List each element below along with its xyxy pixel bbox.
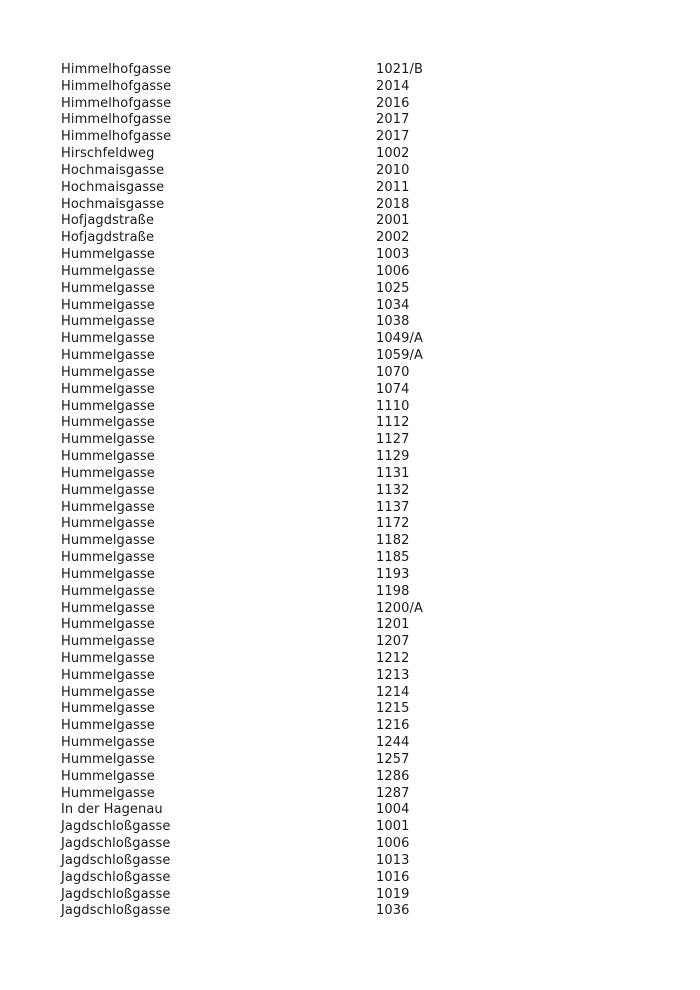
street-number: 1286 [376, 768, 410, 784]
list-row [61, 197, 661, 214]
list-row [61, 415, 661, 432]
list-row [61, 550, 661, 567]
list-row [61, 668, 661, 685]
list-row [61, 180, 661, 197]
list-row [61, 213, 661, 230]
street-name: Hummelgasse [61, 398, 155, 414]
street-number: 2001 [376, 213, 410, 229]
street-name: Himmelhofgasse [61, 95, 172, 111]
street-number: 1019 [376, 886, 410, 902]
list-row [61, 62, 661, 79]
list-row [61, 449, 661, 466]
street-number: 1132 [376, 482, 410, 498]
list-row [61, 685, 661, 702]
street-name: Hummelgasse [61, 314, 155, 330]
street-name: Hummelgasse [61, 263, 155, 279]
street-number: 2002 [376, 230, 410, 246]
list-row [61, 264, 661, 281]
street-name: Jagdschloßgasse [61, 819, 171, 835]
street-number: 1137 [376, 499, 410, 515]
street-name: Hochmaisgasse [61, 196, 165, 212]
street-name: Hummelgasse [61, 566, 155, 582]
list-row [61, 129, 661, 146]
street-name: Hummelgasse [61, 415, 155, 431]
list-row [61, 230, 661, 247]
street-name: Jagdschloßgasse [61, 836, 171, 852]
list-row [61, 567, 661, 584]
street-name: Hochmaisgasse [61, 179, 165, 195]
street-name: Hummelgasse [61, 684, 155, 700]
street-name: Hummelgasse [61, 600, 155, 616]
street-number: 2017 [376, 129, 410, 145]
street-number: 1214 [376, 684, 410, 700]
street-name: Hummelgasse [61, 348, 155, 364]
list-row [61, 331, 661, 348]
street-name: Hummelgasse [61, 751, 155, 767]
list-row [61, 348, 661, 365]
street-name: Hummelgasse [61, 499, 155, 515]
street-number: 1003 [376, 247, 410, 263]
street-name: Hummelgasse [61, 297, 155, 313]
street-number: 1049/A [376, 331, 423, 347]
street-number: 1182 [376, 533, 410, 549]
list-row [61, 819, 661, 836]
list-row [61, 79, 661, 96]
street-number: 1129 [376, 449, 410, 465]
street-name: Jagdschloßgasse [61, 903, 171, 919]
street-number: 1021/B [376, 62, 423, 77]
street-name: Hummelgasse [61, 617, 155, 633]
street-number: 1127 [376, 432, 410, 448]
list-row [61, 533, 661, 550]
list-row [61, 466, 661, 483]
street-number: 2014 [376, 78, 410, 94]
street-number: 1013 [376, 852, 410, 868]
list-row [61, 701, 661, 718]
list-row [61, 651, 661, 668]
list-row [61, 853, 661, 870]
street-name: Jagdschloßgasse [61, 869, 171, 885]
street-number: 1006 [376, 263, 410, 279]
street-number: 1016 [376, 869, 410, 885]
street-number: 1002 [376, 146, 410, 162]
list-row [61, 634, 661, 651]
street-name: Hummelgasse [61, 381, 155, 397]
street-number: 1110 [376, 398, 410, 414]
street-number: 1244 [376, 735, 410, 751]
list-row [61, 887, 661, 904]
list-row [61, 365, 661, 382]
street-name: Hummelgasse [61, 650, 155, 666]
list-row [61, 601, 661, 618]
list-row [61, 298, 661, 315]
street-number: 1287 [376, 785, 410, 801]
street-number: 1200/A [376, 600, 423, 616]
street-name: Hummelgasse [61, 533, 155, 549]
list-row [61, 432, 661, 449]
street-name: Hummelgasse [61, 465, 155, 481]
street-number: 1215 [376, 701, 410, 717]
street-number: 1198 [376, 583, 410, 599]
street-name: Hummelgasse [61, 331, 155, 347]
street-number: 1207 [376, 634, 410, 650]
street-number: 1034 [376, 297, 410, 313]
street-number: 1172 [376, 516, 410, 532]
street-name: Hummelgasse [61, 634, 155, 650]
street-name: Hummelgasse [61, 432, 155, 448]
street-name: Hummelgasse [61, 667, 155, 683]
street-name: Hummelgasse [61, 735, 155, 751]
street-name: Hofjagdstraße [61, 230, 155, 246]
street-number: 2018 [376, 196, 410, 212]
street-name: Himmelhofgasse [61, 129, 172, 145]
list-row [61, 483, 661, 500]
street-list [61, 62, 661, 920]
street-number: 1038 [376, 314, 410, 330]
list-row [61, 112, 661, 129]
street-number: 1112 [376, 415, 410, 431]
list-row [61, 802, 661, 819]
list-row [61, 617, 661, 634]
street-number: 2017 [376, 112, 410, 128]
street-number: 2011 [376, 179, 410, 195]
list-row [61, 314, 661, 331]
list-row [61, 96, 661, 113]
street-name: Himmelhofgasse [61, 112, 172, 128]
list-row [61, 786, 661, 803]
street-number: 1036 [376, 903, 410, 919]
street-number: 1025 [376, 280, 410, 296]
street-name: Jagdschloßgasse [61, 886, 171, 902]
street-number: 1004 [376, 802, 410, 818]
street-number: 1201 [376, 617, 410, 633]
street-number: 1001 [376, 819, 410, 835]
list-row [61, 870, 661, 887]
list-row [61, 247, 661, 264]
street-name: Himmelhofgasse [61, 78, 172, 94]
street-number: 1070 [376, 364, 410, 380]
street-number: 1131 [376, 465, 410, 481]
street-name: Hummelgasse [61, 449, 155, 465]
list-row [61, 735, 661, 752]
street-number: 1257 [376, 751, 410, 767]
list-row [61, 163, 661, 180]
street-number: 2016 [376, 95, 410, 111]
street-number: 1074 [376, 381, 410, 397]
street-name: Hirschfeldweg [61, 146, 155, 162]
list-row [61, 718, 661, 735]
list-row [61, 836, 661, 853]
street-name: Hochmaisgasse [61, 162, 165, 178]
street-name: Hummelgasse [61, 364, 155, 380]
street-number: 1006 [376, 836, 410, 852]
street-name: Hummelgasse [61, 280, 155, 296]
street-number: 1193 [376, 566, 410, 582]
street-name: Jagdschloßgasse [61, 852, 171, 868]
street-name: Hummelgasse [61, 785, 155, 801]
street-number: 1213 [376, 667, 410, 683]
list-row [61, 769, 661, 786]
list-row [61, 399, 661, 416]
street-name: Hofjagdstraße [61, 213, 155, 229]
list-row [61, 500, 661, 517]
street-name: Hummelgasse [61, 701, 155, 717]
street-name: Hummelgasse [61, 768, 155, 784]
street-number: 1216 [376, 718, 410, 734]
list-row [61, 516, 661, 533]
street-number: 1059/A [376, 348, 423, 364]
street-name: Hummelgasse [61, 516, 155, 532]
list-row [61, 584, 661, 601]
street-name: In der Hagenau [61, 802, 163, 818]
street-number: 2010 [376, 162, 410, 178]
street-name: Himmelhofgasse [61, 62, 172, 77]
list-row [61, 752, 661, 769]
street-name: Hummelgasse [61, 247, 155, 263]
list-row [61, 903, 661, 920]
street-name: Hummelgasse [61, 583, 155, 599]
street-name: Hummelgasse [61, 482, 155, 498]
street-name: Hummelgasse [61, 718, 155, 734]
list-row [61, 146, 661, 163]
street-name: Hummelgasse [61, 550, 155, 566]
list-row [61, 281, 661, 298]
street-number: 1185 [376, 550, 410, 566]
street-number: 1212 [376, 650, 410, 666]
list-row [61, 382, 661, 399]
